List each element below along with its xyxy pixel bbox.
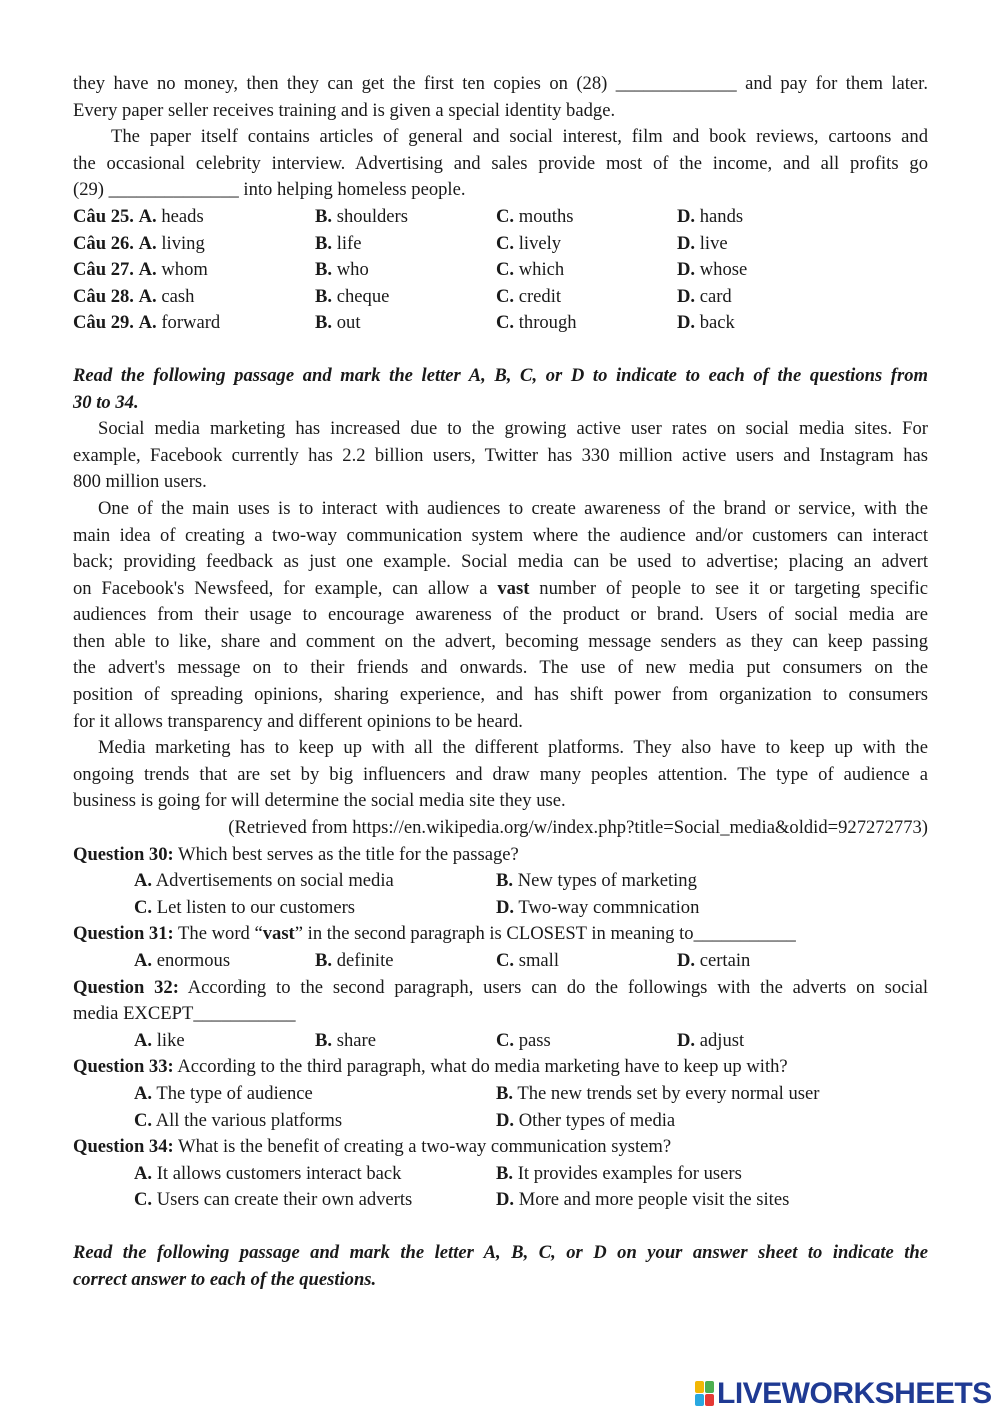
question-33 — [73, 1054, 928, 1134]
option-d[interactable]: whose — [699, 259, 748, 281]
question-text: According to the second paragraph, users can do the followings with the adverts on social — [178, 976, 928, 998]
option-a[interactable]: It allows customers interact back — [156, 1162, 402, 1184]
option-letter: B. — [496, 1162, 514, 1184]
instruction-line: correct answer to each of the questions. — [73, 1268, 377, 1290]
option-letter: C. — [496, 1029, 515, 1051]
option-d[interactable]: Other types of media — [518, 1109, 676, 1131]
option-letter: A. — [138, 259, 157, 281]
option-letter: B. — [315, 259, 333, 281]
question-label: Câu 28. — [73, 285, 134, 307]
question-label: Question 34: — [73, 1136, 174, 1158]
option-letter: C. — [496, 950, 515, 971]
option-letter: B. — [315, 1029, 333, 1051]
passage-line: example, Facebook currently has 2.2 billion users, Twitter has 330 million active users and Instagram has — [73, 444, 928, 466]
cloze-question-row — [73, 231, 928, 258]
option-letter: B. — [315, 285, 333, 307]
option-letter: C. — [134, 896, 153, 918]
option-letter: D. — [677, 232, 696, 254]
option-b[interactable]: shoulders — [336, 205, 408, 227]
passage-continuation — [73, 71, 928, 204]
option-a[interactable]: whom — [161, 259, 208, 281]
option-b[interactable]: definite — [336, 950, 394, 971]
question-text: The word “ — [173, 923, 263, 945]
option-d[interactable]: adjust — [699, 1029, 745, 1051]
instruction-line: 30 to 34. — [73, 391, 139, 413]
option-letter: B. — [315, 232, 333, 254]
option-letter: D. — [496, 896, 515, 918]
highlighted-word: vast — [262, 923, 295, 945]
option-b[interactable]: The new trends set by every normal user — [517, 1082, 820, 1104]
option-letter: A. — [138, 205, 157, 227]
question-label: Câu 26. — [73, 232, 134, 254]
source-citation: (Retrieved from https://en.wikipedia.org/w/index.php?title=Social_media&oldid=927272773) — [228, 817, 928, 839]
option-a[interactable]: enormous — [156, 950, 231, 971]
highlighted-word: vast — [497, 577, 530, 599]
passage-line: Media marketing has to keep up with all the different platforms. They also have to keep up with the — [98, 737, 928, 759]
option-letter: B. — [496, 870, 514, 892]
passage-line: One of the main uses is to interact with audiences to create awareness of the brand or service, with the — [98, 497, 928, 519]
option-c[interactable]: small — [518, 950, 560, 971]
watermark-text: LIVEWORKSHEETS — [717, 1377, 992, 1410]
option-letter: A. — [138, 312, 157, 334]
question-30 — [73, 842, 928, 922]
question-text: What is the benefit of creating a two-way communication system? — [173, 1136, 672, 1158]
question-label: Câu 27. — [73, 259, 134, 281]
question-label: Question 31: — [73, 923, 174, 945]
question-label: Question 30: — [73, 843, 174, 865]
option-c[interactable]: pass — [518, 1029, 551, 1051]
cloze-question-row — [73, 310, 928, 337]
reading-passage — [73, 416, 928, 842]
passage-line: back; providing feedback as just one example. Social media can be used to advertise; placing an advert — [73, 551, 928, 573]
passage-line: Every paper seller receives training and is given a special identity badge. — [73, 99, 616, 121]
option-letter: A. — [134, 870, 153, 892]
option-letter: D. — [677, 259, 696, 281]
option-b[interactable]: life — [336, 232, 362, 254]
option-c[interactable]: credit — [518, 285, 562, 307]
passage-line: Social media marketing has increased due to the growing active user rates on social media sites. For — [98, 418, 928, 440]
option-d[interactable]: card — [699, 285, 732, 307]
question-text: ” in the second paragraph is CLOSEST in meaning to___________ — [294, 923, 796, 945]
section-instruction — [73, 363, 928, 416]
option-letter: C. — [496, 285, 515, 307]
option-c[interactable]: through — [518, 312, 577, 334]
option-a[interactable]: Advertisements on social media — [155, 870, 394, 892]
option-c[interactable]: Users can create their own adverts — [156, 1189, 413, 1211]
option-letter: A. — [134, 1162, 153, 1184]
passage-line: for it allows transparency and different opinions to be heard. — [73, 710, 523, 732]
option-c[interactable]: mouths — [518, 205, 574, 227]
cloze-question-list — [73, 204, 928, 337]
cloze-question-row — [73, 284, 928, 311]
option-letter: D. — [677, 285, 696, 307]
cloze-question-row — [73, 257, 928, 284]
option-letter: D. — [677, 312, 696, 334]
section-instruction — [73, 1240, 928, 1293]
text-run: on Facebook's Newsfeed, for example, can allow a — [73, 577, 498, 599]
liveworksheets-mark-icon — [695, 1381, 715, 1407]
passage-line: they have no money, then they can get the first ten copies on (28) _____________ and pay for them later. — [73, 73, 928, 94]
worksheet-page — [73, 71, 928, 1293]
option-a[interactable]: living — [161, 232, 205, 254]
instruction-line: Read the following passage and mark the letter A, B, C, or D to indicate to each of the questions from — [73, 364, 928, 386]
option-letter: C. — [496, 232, 515, 254]
option-letter: B. — [315, 950, 333, 971]
question-31 — [73, 921, 928, 974]
question-label: Câu 25. — [73, 205, 134, 227]
option-letter: D. — [677, 205, 696, 227]
liveworksheets-logo — [695, 1377, 992, 1411]
question-32 — [73, 975, 928, 1055]
option-letter: A. — [134, 1082, 153, 1104]
option-d[interactable]: certain — [699, 950, 751, 971]
option-d[interactable]: hands — [699, 205, 744, 227]
option-b[interactable]: share — [336, 1029, 376, 1051]
option-letter: B. — [315, 312, 333, 334]
option-a[interactable]: The type of audience — [156, 1082, 313, 1104]
passage-line: 800 million users. — [73, 471, 207, 493]
question-label: Câu 29. — [73, 312, 134, 334]
option-c[interactable]: Let listen to our customers — [156, 896, 356, 918]
option-b[interactable]: cheque — [336, 285, 390, 307]
option-letter: C. — [496, 259, 515, 281]
option-d[interactable]: back — [699, 312, 735, 334]
option-a[interactable]: cash — [161, 285, 195, 307]
option-d[interactable]: More and more people visit the sites — [518, 1189, 790, 1211]
passage-line: the advert's message on to their friends and onwards. The use of new media put consumers on the — [73, 657, 928, 679]
option-letter: D. — [677, 950, 696, 971]
text-run: number of people to see it or targeting specific — [529, 577, 928, 599]
option-letter: D. — [496, 1109, 515, 1131]
option-letter: D. — [496, 1189, 515, 1211]
option-c[interactable]: lively — [518, 232, 562, 254]
option-letter: A. — [134, 1029, 153, 1051]
option-a[interactable]: heads — [161, 205, 204, 227]
question-label: Question 32: — [73, 976, 179, 998]
instruction-line: Read the following passage and mark the letter A, B, C, or D on your answer sheet to indicate the — [73, 1241, 928, 1263]
option-d[interactable]: Two-way commnication — [518, 896, 700, 918]
option-c[interactable]: which — [518, 259, 565, 281]
cloze-question-row — [73, 204, 928, 231]
passage-line: ongoing trends that are set by big influencers and draw many peoples attention. The type of audience a — [73, 763, 928, 785]
passage-line: main idea of creating a two-way communication system where the audience and/or customers can interact — [73, 524, 928, 546]
option-c[interactable]: All the various platforms — [155, 1109, 343, 1131]
option-b[interactable]: out — [336, 312, 361, 334]
option-a[interactable]: like — [156, 1029, 185, 1051]
passage-line: The paper itself contains articles of general and social interest, film and book reviews, cartoons and — [111, 126, 928, 148]
passage-line: then able to like, share and comment on the advert, becoming message senders as they can keep passing — [73, 630, 928, 652]
option-b[interactable]: who — [336, 259, 369, 281]
option-letter: C. — [496, 312, 515, 334]
question-text: According to the third paragraph, what do media marketing have to keep up with? — [173, 1056, 788, 1078]
option-d[interactable]: live — [699, 232, 728, 254]
option-letter: C. — [496, 205, 515, 227]
question-text: Which best serves as the title for the passage? — [173, 843, 519, 865]
question-34 — [73, 1134, 928, 1214]
passage-line: position of spreading opinions, sharing experience, and has shift power from organization to consumers — [73, 684, 928, 706]
passage-line — [73, 576, 928, 603]
option-letter: A. — [138, 232, 157, 254]
option-a[interactable]: forward — [161, 312, 221, 334]
question-text: media EXCEPT___________ — [73, 1003, 296, 1025]
option-letter: D. — [677, 1029, 696, 1051]
passage-line: (29) ______________ into helping homeless people. — [73, 179, 466, 201]
option-letter: C. — [134, 1189, 153, 1211]
option-letter: A. — [138, 285, 157, 307]
option-b[interactable]: It provides examples for users — [517, 1162, 742, 1184]
passage-line: audiences from their usage to encourage awareness of the product or brand. Users of social media are — [73, 604, 928, 626]
option-letter: B. — [315, 205, 333, 227]
passage-line: the occasional celebrity interview. Advertising and sales provide most of the income, and all profits go — [73, 152, 928, 174]
option-letter: C. — [134, 1109, 153, 1131]
question-label: Question 33: — [73, 1056, 174, 1078]
option-b[interactable]: New types of marketing — [517, 870, 697, 892]
option-letter: A. — [134, 950, 153, 971]
option-letter: B. — [496, 1082, 514, 1104]
passage-line: business is going for will determine the social media site they use. — [73, 790, 566, 812]
